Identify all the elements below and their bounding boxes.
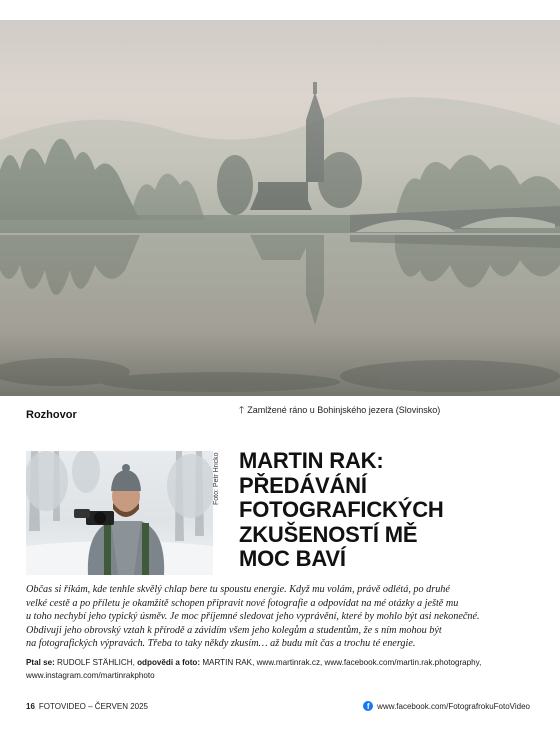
lead-line: na fotografických výpravách. Třeba to taky někdy zkusím… až budu mít čas a trochu té energie. [26,638,416,650]
lead-line: Občas si říkám, kde tenhle skvělý chlap bere tu spoustu energie. Když mu volám, právě odlétá, po druhé [26,584,450,595]
asked-label: Ptal se: [26,658,55,667]
headline-line: ZKUŠENOSTÍ MĚ [239,521,418,547]
page-footer-left [26,702,148,711]
lead-line: velké cestě a po příletu je okamžitě schopen připravit nové fotografie a odpovídat na mé otázky a ještě mu [26,597,459,609]
lead-line: Obdivuji jeho obrovský vztah k přírodě a závidím všem jeho kolegům a studentům, že s ním mohou být [26,624,442,636]
lead-paragraph [26,583,536,651]
answers-label: odpovědi a foto: [137,658,201,667]
page-footer-right [363,701,530,711]
page-number: 16 [26,702,35,711]
article-headline [239,449,539,572]
headline-line: MOC BAVÍ [239,546,346,571]
headline-line: MARTIN RAK: [239,448,384,473]
credits-line-2: www.instagram.com/martinrakphoto [26,671,155,680]
headline-line: PŘEDÁVÁNÍ [239,472,367,498]
arrow-up-icon: 🡑 [239,405,245,416]
answers-by: MARTIN RAK, www.martinrak.cz, www.facebook.com/martin.rak.photography, [202,658,482,667]
photographer-in-snow-illustration [26,451,213,575]
misty-lake-church-illustration [0,20,560,396]
photo-credit: Foto: Petr Hricko [213,452,220,505]
lead-line: u toho nechybí jeho typický úsměv. Je moc příjemné sledovat jeho vyprávění, které by mohlo být asi nekonečné. [26,611,480,623]
facebook-link[interactable]: www.facebook.com/FotografrokuFotoVideo [377,701,530,711]
asked-by: RUDOLF STÄHLICH, [57,658,135,667]
magazine-issue: FOTOVIDEO – ČERVEN 2025 [38,702,148,711]
hero-photo [0,20,560,396]
facebook-icon: f [363,701,373,711]
photo-caption [239,403,440,420]
section-label: Rozhovor [26,409,77,421]
portrait-photo [26,451,213,575]
photo-caption-text: Zamlžené ráno u Bohinjského jezera (Slovinsko) [247,405,441,415]
article-credits [26,656,536,682]
headline-line: FOTOGRAFICKÝCH [239,497,444,522]
